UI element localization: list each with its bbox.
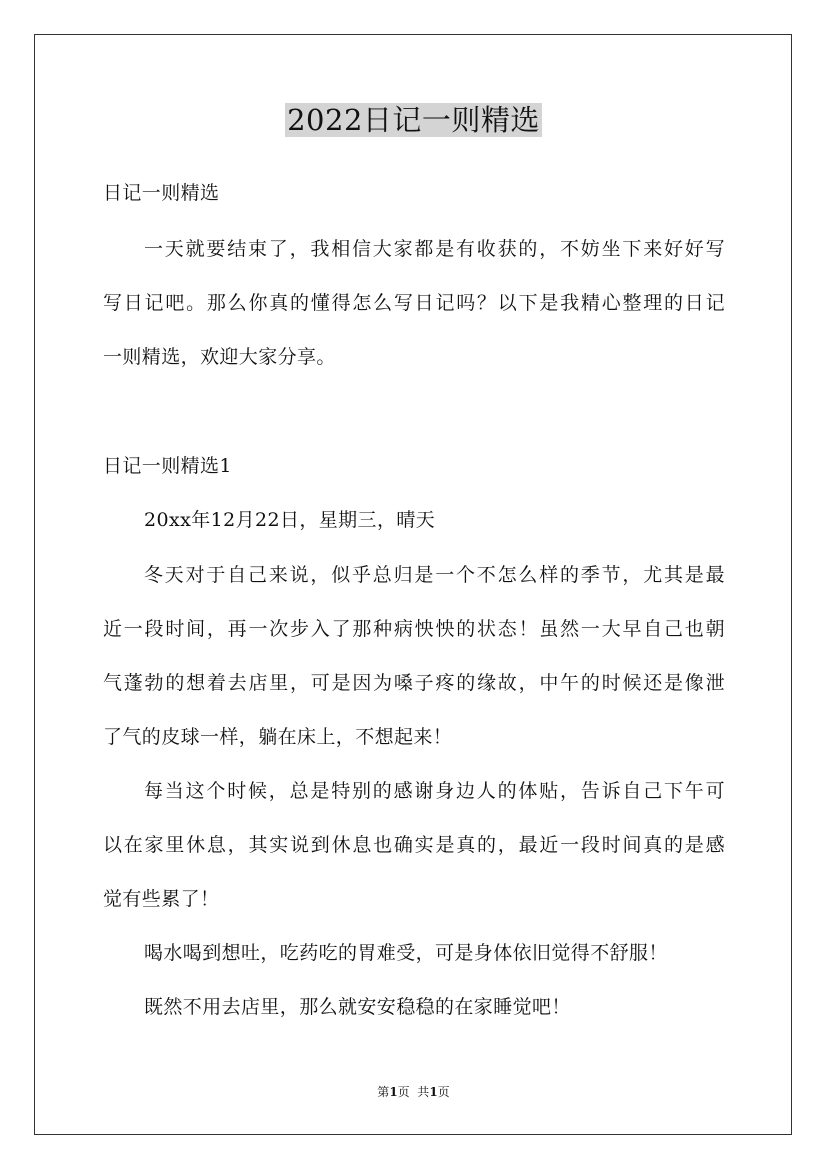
heading-2: 日记一则精选1 [103,455,232,477]
document-title [0,98,827,142]
page-footer [0,1083,827,1101]
para3-line: 喝水喝到想吐，吃药吃的胃难受，可是身体依旧觉得不舒服！ [144,942,668,964]
intro-line-2: 写日记吧。那么你真的懂得怎么写日记吗？以下是我精心整理的日记 [103,292,725,314]
para1-line-4: 了气的皮球一样，躺在床上，不想起来！ [103,726,453,748]
footer-mid: 页 共 [397,1085,430,1099]
date-line: 20xx年12月22日，星期三，晴天 [144,509,436,531]
para1-line-3: 气蓬勃的想着去店里，可是因为嗓子疼的缘故，中午的时候还是像泄 [103,672,725,694]
para1-line-1: 冬天对于自己来说，似乎总归是一个不怎么样的季节，尤其是最 [144,564,725,586]
footer-page-current: 1 [389,1085,398,1099]
para2-line-1: 每当这个时候，总是特别的感谢身边人的体贴，告诉自己下午可 [144,780,725,802]
title-highlight: 2022日记一则精选 [287,103,540,137]
footer-suffix: 页 [437,1085,450,1099]
intro-line-1: 一天就要结束了，我相信大家都是有收获的，不妨坐下来好好写 [144,238,725,260]
footer-prefix: 第 [377,1085,390,1099]
para2-line-2: 以在家里休息，其实说到休息也确实是真的，最近一段时间真的是感 [103,834,725,856]
footer-page-total: 1 [429,1085,438,1099]
para2-line-3: 觉有些累了！ [103,888,220,910]
para4-line: 既然不用去店里，那么就安安稳稳的在家睡觉吧！ [144,996,571,1018]
para1-line-2: 近一段时间，再一次步入了那种病怏怏的状态！虽然一大早自己也朝 [103,618,725,640]
intro-line-3: 一则精选，欢迎大家分享。 [103,346,336,368]
heading-1: 日记一则精选 [103,182,220,204]
